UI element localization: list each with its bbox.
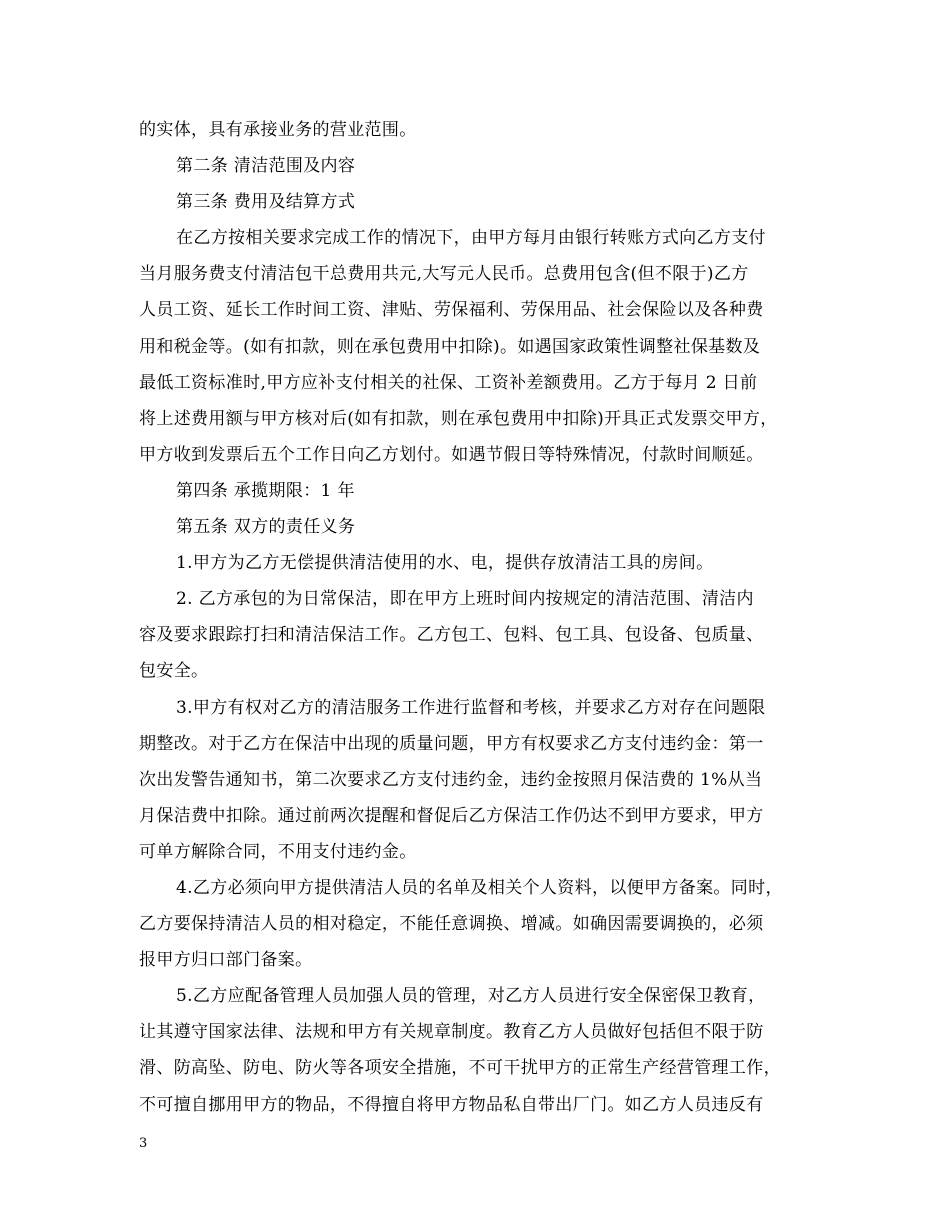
text-line: 不可擅自挪用甲方的物品，不得擅自将甲方物品私自带出厂门。如乙方人员违反有 <box>139 1094 764 1115</box>
text-line: 月保洁费中扣除。通过前两次提醒和督促后乙方保洁工作仍达不到甲方要求，甲方 <box>139 805 764 826</box>
text-line: 将上述费用额与甲方核对后(如有扣款，则在承包费用中扣除)开具正式发票交甲方， <box>139 408 778 429</box>
text-line: 期整改。对于乙方在保洁中出现的质量问题，甲方有权要求乙方支付违约金：第一 <box>139 733 764 754</box>
text-line: 在乙方按相关要求完成工作的情况下，由甲方每月由银行转账方式向乙方支付 <box>176 228 766 249</box>
text-line: 容及要求跟踪打扫和清洁保洁工作。乙方包工、包料、包工具、包设备、包质量、 <box>139 625 764 646</box>
text-line: 当月服务费支付清洁包干总费用共元,大写元人民币。总费用包含(但不限于)乙方 <box>139 264 749 285</box>
text-line: 滑、防高坠、防电、防火等各项安全措施，不可干扰甲方的正常生产经营管理工作， <box>139 1058 781 1079</box>
text-line: 最低工资标准时,甲方应补支付相关的社保、工资补差额费用。乙方于每月 2 日前 <box>139 372 758 393</box>
text-line: 甲方收到发票后五个工作日向乙方划付。如遇节假日等特殊情况，付款时间顺延。 <box>139 444 764 465</box>
text-line: 可单方解除合同，不用支付违约金。 <box>139 841 417 862</box>
text-line: 4.乙方必须向甲方提供清洁人员的名单及相关个人资料，以便甲方备案。同时， <box>176 877 783 898</box>
text-line: 报甲方归口部门备案。 <box>139 950 313 971</box>
text-line: 3.甲方有权对乙方的清洁服务工作进行监督和考核，并要求乙方对存在问题限 <box>176 697 766 718</box>
document-body <box>139 112 829 1123</box>
text-line: 第五条 双方的责任义务 <box>176 517 356 538</box>
text-line: 人员工资、延长工作时间工资、津贴、劳保福利、劳保用品、社会保险以及各种费 <box>139 300 764 321</box>
text-line: 次出发警告通知书，第二次要求乙方支付违约金，违约金按照月保洁费的 1%从当 <box>139 769 763 790</box>
text-line: 用和税金等。(如有扣款，则在承包费用中扣除)。如遇国家政策性调整社保基数及 <box>139 336 761 357</box>
text-line: 5.乙方应配备管理人员加强人员的管理，对乙方人员进行安全保密保卫教育， <box>176 986 766 1007</box>
text-line: 的实体，具有承接业务的营业范围。 <box>139 120 417 140</box>
text-line: 乙方要保持清洁人员的相对稳定，不能任意调换、增减。如确因需要调换的，必须 <box>139 914 764 935</box>
text-line: 第三条 费用及结算方式 <box>176 192 356 213</box>
text-line: 1.甲方为乙方无偿提供清洁使用的水、电，提供存放清洁工具的房间。 <box>176 553 714 574</box>
text-line: 让其遵守国家法律、法规和甲方有关规章制度。教育乙方人员做好包括但不限于防 <box>139 1022 764 1043</box>
text-line: 2. 乙方承包的为日常保洁，即在甲方上班时间内按规定的清洁范围、清洁内 <box>176 589 754 610</box>
text-line: 第二条 清洁范围及内容 <box>176 156 356 177</box>
text-line: 包安全。 <box>139 661 209 682</box>
text-line: 第四条 承揽期限：1 年 <box>176 480 355 501</box>
page-number: 3 <box>139 1136 148 1151</box>
